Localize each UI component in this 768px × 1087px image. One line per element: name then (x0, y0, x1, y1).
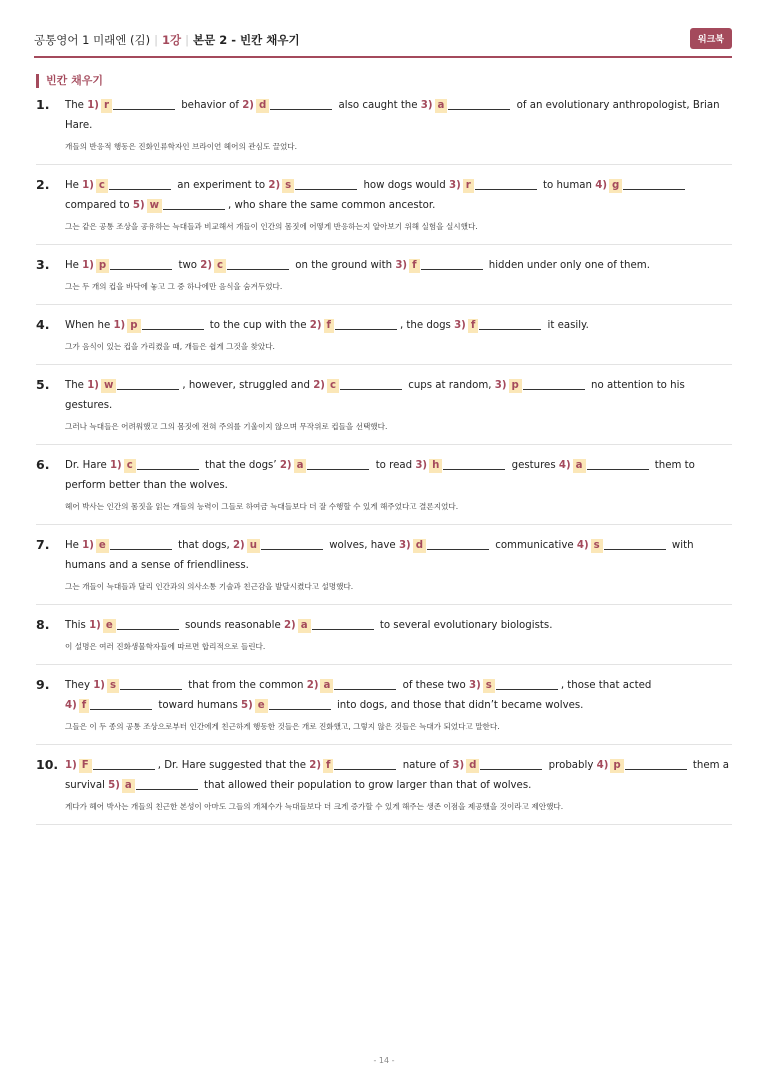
header-info (34, 32, 300, 48)
blank-slot (495, 380, 588, 391)
english-sentence (65, 456, 732, 496)
question-item (36, 676, 732, 745)
blank-slot (82, 180, 174, 191)
header-divider: | (154, 33, 159, 47)
header-divider: | (185, 33, 190, 47)
blank-number: 2) (242, 100, 254, 111)
answer-blank[interactable] (136, 777, 198, 790)
sentence-text: communicative (491, 540, 577, 551)
first-letter-hint: c (327, 379, 339, 393)
answer-blank[interactable] (340, 377, 402, 390)
first-letter-hint: s (282, 179, 294, 193)
first-letter-hint: f (468, 319, 478, 333)
blank-number: 2) (306, 680, 319, 691)
blank-slot (454, 320, 544, 331)
blank-number: 1) (65, 760, 77, 771)
blank-number: 3) (448, 180, 461, 191)
blank-slot (284, 620, 377, 631)
question-item (36, 536, 732, 605)
blank-slot (395, 260, 485, 271)
blank-slot (421, 100, 514, 111)
sentence-text: of an evolutionary anthropologist, Brian Hare. (65, 100, 720, 131)
first-letter-hint: F (79, 759, 92, 773)
english-sentence (65, 676, 732, 716)
blank-slot (89, 620, 182, 631)
lesson-label: 1강 (162, 33, 182, 47)
blank-slot (233, 540, 326, 551)
blank-slot (200, 260, 292, 271)
sentence-text: , Dr. Hare suggested that the (157, 760, 310, 771)
blank-number: 1) (82, 260, 94, 271)
blank-number: 5) (108, 780, 120, 791)
answer-blank[interactable] (117, 377, 179, 390)
blank-number: 1) (82, 540, 94, 551)
blank-number: 2) (313, 380, 325, 391)
first-letter-hint: f (324, 319, 334, 333)
sentence-text: to read (372, 460, 416, 471)
blank-number: 2) (279, 460, 292, 471)
blank-slot (310, 320, 400, 331)
answer-blank[interactable] (587, 457, 649, 470)
answer-blank[interactable] (479, 317, 541, 330)
sentence-text: behavior of (177, 100, 243, 111)
sentence-text: When he (65, 320, 114, 331)
english-sentence (65, 756, 732, 796)
korean-translation: 이 설명은 여러 진화생물학자들에 따르면 합리적으로 들린다. (65, 642, 266, 651)
blank-slot (268, 180, 360, 191)
sentence-text: with humans and a sense of friendliness. (65, 540, 694, 571)
question-item (36, 316, 732, 365)
blank-number: 3) (415, 460, 428, 471)
blank-slot (577, 540, 669, 551)
blank-slot (87, 380, 182, 391)
answer-blank[interactable] (604, 537, 666, 550)
first-letter-hint: p (127, 319, 140, 333)
answer-blank[interactable] (110, 537, 172, 550)
first-letter-hint: e (103, 619, 116, 633)
blank-number: 3) (454, 320, 466, 331)
blank-number: 4) (596, 760, 609, 771)
first-letter-hint: d (466, 759, 479, 773)
blank-slot (241, 700, 334, 711)
blank-slot (399, 540, 492, 551)
first-letter-hint: p (610, 759, 623, 773)
sentence-text: that from the common (185, 680, 307, 691)
blank-slot (309, 760, 399, 771)
page-header (34, 28, 732, 58)
first-letter-hint: c (96, 179, 108, 193)
sentence-text: how dogs would (360, 180, 449, 191)
sentence-text: , those that acted (560, 680, 652, 691)
blank-slot (65, 760, 158, 771)
blank-number: 4) (65, 700, 77, 711)
answer-blank[interactable] (113, 97, 175, 110)
english-sentence (65, 536, 732, 576)
answer-blank[interactable] (269, 697, 331, 710)
answer-blank[interactable] (523, 377, 585, 390)
sentence-text: compared to (65, 200, 133, 211)
blank-number: 3) (420, 100, 433, 111)
first-letter-hint: e (255, 699, 268, 713)
sentence-text: them to perform better than the wolves. (65, 460, 695, 491)
answer-blank[interactable] (227, 257, 289, 270)
first-letter-hint: w (101, 379, 116, 393)
first-letter-hint: w (147, 199, 162, 213)
blank-number: 2) (283, 620, 296, 631)
answer-blank[interactable] (120, 677, 182, 690)
sentence-text: He (65, 180, 83, 191)
first-letter-hint: d (413, 539, 426, 553)
question-item (36, 96, 732, 165)
blank-slot (110, 460, 202, 471)
question-number: 5. (36, 377, 50, 392)
sentence-text: that dogs, (174, 540, 233, 551)
first-letter-hint: u (247, 539, 260, 553)
blank-slot (469, 680, 561, 691)
first-letter-hint: a (294, 459, 307, 473)
sentence-text: This (65, 620, 90, 631)
question-item (36, 616, 732, 665)
answer-blank[interactable] (427, 537, 489, 550)
first-letter-hint: s (483, 679, 495, 693)
question-number: 9. (36, 677, 50, 692)
blank-number: 4) (576, 540, 589, 551)
blank-number: 2) (232, 540, 245, 551)
english-sentence (65, 96, 732, 136)
answer-blank[interactable] (270, 97, 332, 110)
blank-number: 2) (200, 260, 213, 271)
sentence-text: cups at random, (404, 380, 495, 391)
answer-blank[interactable] (334, 757, 396, 770)
question-number: 6. (36, 457, 50, 472)
blank-number: 3) (494, 380, 507, 391)
sentence-text: He (65, 260, 83, 271)
sentence-text: to human (539, 180, 596, 191)
first-letter-hint: c (124, 459, 136, 473)
english-sentence (65, 256, 732, 276)
korean-translation: 그는 개들이 늑대들과 달리 인간과의 의사소통 기술과 친근감을 발달시켰다고 설명했다. (65, 582, 354, 591)
question-number: 2. (36, 177, 50, 192)
blank-slot (452, 760, 545, 771)
answer-blank[interactable] (421, 257, 483, 270)
first-letter-hint: p (96, 259, 109, 273)
page-title: 본문 2 - 빈칸 채우기 (193, 33, 300, 47)
blank-slot (82, 260, 175, 271)
sentence-text: on the ground with (292, 260, 396, 271)
question-item (36, 376, 732, 445)
first-letter-hint: g (609, 179, 622, 193)
sentence-text: them a survival (65, 760, 730, 791)
sentence-text: , the dogs (399, 320, 455, 331)
blank-slot (242, 100, 335, 111)
answer-blank[interactable] (335, 317, 397, 330)
first-letter-hint: a (320, 679, 333, 693)
first-letter-hint: r (463, 179, 474, 193)
sentence-text: an experiment to (173, 180, 269, 191)
blank-slot (113, 320, 206, 331)
blank-slot (313, 380, 405, 391)
sentence-text: hidden under only one of them. (485, 260, 650, 271)
first-letter-hint: p (509, 379, 522, 393)
answer-blank[interactable] (475, 177, 537, 190)
answer-blank[interactable] (295, 177, 357, 190)
first-letter-hint: h (429, 459, 442, 473)
answer-blank[interactable] (117, 617, 179, 630)
answer-blank[interactable] (137, 457, 199, 470)
first-letter-hint: a (573, 459, 586, 473)
question-number: 8. (36, 617, 50, 632)
sentence-text: , who share the same common ancestor. (228, 200, 436, 211)
first-letter-hint: f (323, 759, 333, 773)
first-letter-hint: f (409, 259, 419, 273)
answer-blank[interactable] (623, 177, 685, 190)
first-letter-hint: a (298, 619, 311, 633)
page-number: - 14 - (373, 1056, 395, 1065)
question-list (36, 96, 732, 836)
first-letter-hint: f (79, 699, 89, 713)
blank-number: 3) (452, 760, 465, 771)
blank-slot (597, 760, 690, 771)
answer-blank[interactable] (312, 617, 374, 630)
blank-slot (307, 680, 400, 691)
korean-translation: 그러나 늑대들은 어려워했고 그의 몸짓에 전혀 주의를 기울이지 않으며 무작위로 컵들을 선택했다. (65, 422, 388, 431)
blank-number: 1) (113, 320, 126, 331)
sentence-text: sounds reasonable (181, 620, 284, 631)
korean-translation: 개들의 반응적 행동은 진화인류학자인 브라이언 헤어의 관심도 끌었다. (65, 142, 298, 151)
sentence-text: toward humans (155, 700, 242, 711)
sentence-text: Dr. Hare (65, 460, 110, 471)
question-item (36, 176, 732, 245)
korean-translation: 그들은 이 두 종의 공통 조상으로부터 인간에게 친근하게 행동한 것들은 개로 진화했고, 그렇지 않은 것들은 늑대가 되었다고 말한다. (65, 722, 500, 731)
korean-translation: 그가 음식이 있는 컵을 가리켰을 때, 개들은 쉽게 그것을 찾았다. (65, 342, 275, 351)
blank-number: 1) (93, 680, 105, 691)
blank-slot (108, 780, 201, 791)
blank-number: 5) (132, 200, 145, 211)
blank-number: 2) (309, 320, 322, 331)
blank-slot (87, 100, 178, 111)
blank-slot (133, 200, 228, 211)
sentence-text: into dogs, and those that didn’t became wolves. (333, 700, 584, 711)
sentence-text: The (65, 100, 88, 111)
first-letter-hint: a (122, 779, 135, 793)
first-letter-hint: s (107, 679, 119, 693)
blank-number: 1) (89, 620, 101, 631)
blank-number: 1) (87, 100, 99, 111)
sentence-text: The (65, 380, 88, 391)
question-item (36, 256, 732, 305)
sentence-text: They (65, 680, 94, 691)
answer-blank[interactable] (307, 457, 369, 470)
sentence-text: also caught the (335, 100, 421, 111)
sentence-text: wolves, have (325, 540, 399, 551)
first-letter-hint: e (96, 539, 109, 553)
question-item (36, 756, 732, 825)
sentence-text: it easily. (544, 320, 589, 331)
blank-number: 1) (109, 460, 122, 471)
answer-blank[interactable] (496, 677, 558, 690)
blank-number: 1) (87, 380, 99, 391)
answer-blank[interactable] (163, 197, 225, 210)
question-number: 1. (36, 97, 50, 112)
sentence-text: probably (545, 760, 597, 771)
blank-number: 3) (395, 260, 408, 271)
blank-number: 5) (241, 700, 253, 711)
answer-blank[interactable] (90, 697, 152, 710)
answer-blank[interactable] (109, 177, 171, 190)
blank-number: 4) (595, 180, 607, 191)
first-letter-hint: d (256, 99, 269, 113)
blank-number: 3) (469, 680, 481, 691)
blank-slot (280, 460, 373, 471)
blank-slot (93, 680, 185, 691)
first-letter-hint: s (591, 539, 603, 553)
sentence-text: no attention to his gestures. (65, 380, 685, 411)
sentence-text: that the dogs’ (201, 460, 280, 471)
sentence-text: to several evolutionary biologists. (376, 620, 553, 631)
english-sentence (65, 616, 732, 636)
question-number: 3. (36, 257, 50, 272)
answer-blank[interactable] (110, 257, 172, 270)
answer-blank[interactable] (142, 317, 204, 330)
subject-label: 공통영어 1 미래엔 (김) (34, 33, 151, 47)
blank-number: 1) (82, 180, 94, 191)
english-sentence (65, 316, 732, 336)
blank-number: 4) (558, 460, 571, 471)
blank-slot (449, 180, 540, 191)
korean-translation: 그는 두 개의 컵을 바닥에 놓고 그 중 하나에만 음식을 숨겨두었다. (65, 282, 283, 291)
sentence-text: , however, struggled and (182, 380, 314, 391)
answer-blank[interactable] (480, 757, 542, 770)
question-number: 4. (36, 317, 50, 332)
sentence-text: He (65, 540, 83, 551)
blank-number: 2) (309, 760, 322, 771)
english-sentence (65, 376, 732, 416)
answer-blank[interactable] (261, 537, 323, 550)
english-sentence (65, 176, 732, 216)
answer-blank[interactable] (93, 757, 155, 770)
first-letter-hint: r (101, 99, 112, 113)
sentence-text: two (175, 260, 201, 271)
blank-slot (595, 180, 688, 191)
blank-slot (415, 460, 508, 471)
blank-slot (559, 460, 652, 471)
blank-number: 3) (398, 540, 411, 551)
first-letter-hint: c (214, 259, 226, 273)
first-letter-hint: a (435, 99, 448, 113)
question-number: 7. (36, 537, 50, 552)
korean-translation: 게다가 헤어 박사는 개들의 친근한 본성이 아마도 그들의 개체수가 늑대들보다 더 크게 증가할 수 있게 해주는 생존 이점을 제공했을 것이라고 제안했다. (65, 802, 564, 811)
blank-number: 2) (268, 180, 281, 191)
answer-blank[interactable] (334, 677, 396, 690)
question-item (36, 456, 732, 525)
blank-slot (82, 540, 175, 551)
sentence-text: nature of (399, 760, 453, 771)
sentence-text: to the cup with the (206, 320, 310, 331)
answer-blank[interactable] (443, 457, 505, 470)
sentence-text: of these two (399, 680, 469, 691)
workbook-badge: 워크북 (690, 28, 732, 49)
korean-translation: 그는 같은 공통 조상을 공유하는 늑대들과 비교해서 개들이 인간의 몸짓에 어떻게 반응하는지 알아보기 위해 실험을 실시했다. (65, 222, 478, 231)
answer-blank[interactable] (625, 757, 687, 770)
korean-translation: 헤어 박사는 인간의 몸짓을 읽는 개들의 능력이 그들로 하여금 늑대들보다 더 잘 수행할 수 있게 해주었다고 결론지었다. (65, 502, 459, 511)
sentence-text: that allowed their population to grow larger than that of wolves. (200, 780, 532, 791)
question-number: 10. (36, 757, 59, 772)
sentence-text: gestures (508, 460, 559, 471)
answer-blank[interactable] (448, 97, 510, 110)
blank-slot (65, 700, 155, 711)
section-title: 빈칸 채우기 (36, 74, 103, 88)
